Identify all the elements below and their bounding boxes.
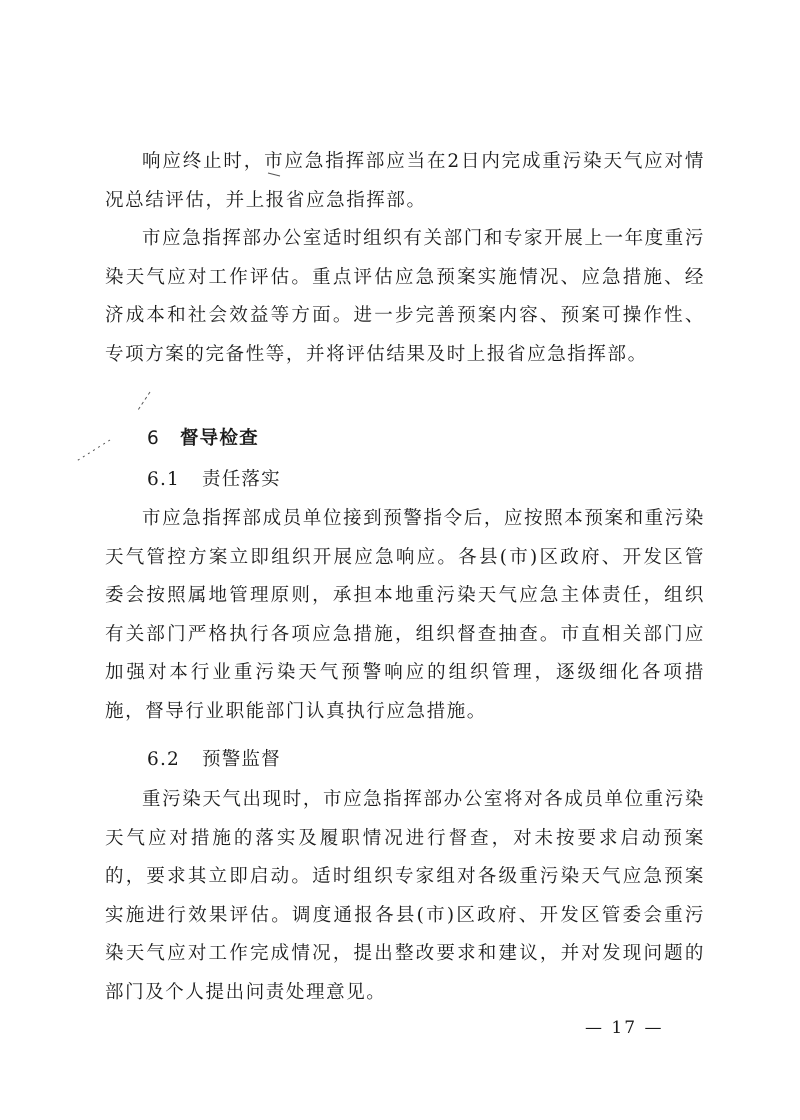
subsection-heading-6-1 [147,465,281,495]
paragraph-responsibility: 市应急指挥部成员单位接到预警指令后，应按照本预案和重污染天气管控方案立即组织开展应急响应。各县(市)区政府、开发区管委会按照属地管理原则，承担本地重污染天气应急主体责任，组织有关部门严格执行各项应急措施，组织督查抽查。市直相关部门应加强对本行业重污染天气预警响应的组织管理，逐级细化各项措施，督导行业职能部门认真执行应急措施。 [105,508,705,722]
paragraph-response-termination: 响应终止时，市应急指挥部应当在2日内完成重污染天气应对情况总结评估，并上报省应急指挥部。 [105,151,705,211]
section-number: 6 [147,428,160,449]
section-title: 督导检查 [179,428,259,449]
paragraph-warning-supervision: 重污染天气出现时，市应急指挥部办公室将对各成员单位重污染天气应对措施的落实及履职情况进行督查，对未按要求启动预案的，要求其立即启动。适时组织专家组对各级重污染天气应急预案实施进行效果评估。调度通报各县(市)区政府、开发区管委会重污染天气应对工作完成情况，提出整改要求和建议，并对发现问题的部门及个人提出问责处理意见。 [105,789,705,1003]
page-number: — 17 — [585,1018,664,1038]
subsection-heading-6-2 [147,745,281,775]
subsection-title: 责任落实 [202,469,281,490]
subsection-number: 6.2 [147,749,181,770]
subsection-title: 预警监督 [202,749,281,770]
paragraph-annual-evaluation: 市应急指挥部办公室适时组织有关部门和专家开展上一年度重污染天气应对工作评估。重点评估应急预案实施情况、应急措施、经济成本和社会效益等方面。进一步完善预案内容、预案可操作性、专项方案的完备性等，并将评估结果及时上报省应急指挥部。 [105,228,705,365]
subsection-number: 6.1 [147,469,181,490]
section-heading-6 [147,424,259,454]
